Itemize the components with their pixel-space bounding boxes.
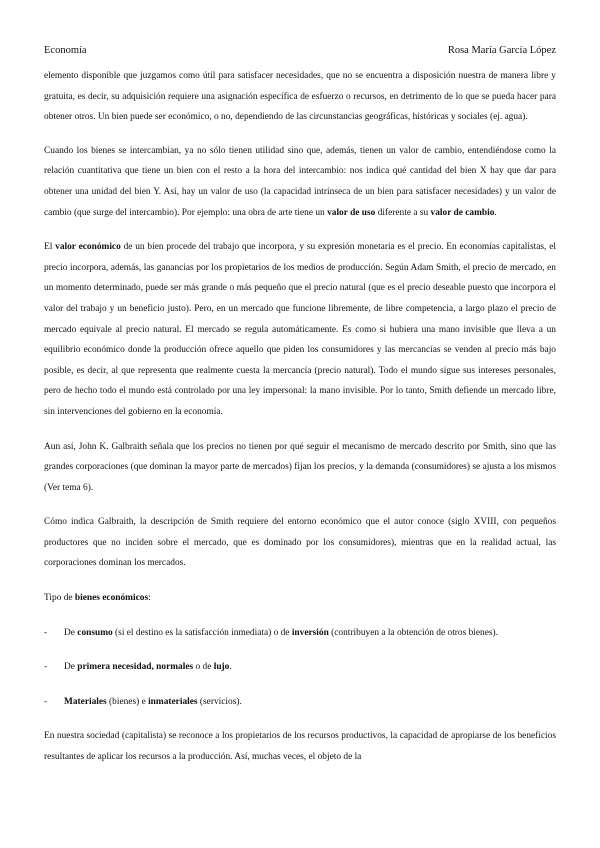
- page-content: [44, 66, 556, 782]
- text-run: Tipo de: [44, 593, 75, 604]
- paragraph-sociedad-capitalista: En nuestra sociedad (capitalista) se reconoce a los propietarios de los recursos productivos, la capacidad de apropiarse de los beneficios resultantes de aplicar los recursos a la producción. Así, muchas veces, el objeto de la: [44, 731, 556, 763]
- list-dash: -: [44, 696, 48, 707]
- bold-term-valor-de-uso: valor de uso: [327, 207, 376, 218]
- text-run: (servicios).: [197, 696, 242, 707]
- text-run: diferente a su: [375, 207, 431, 218]
- bold-term: lujo: [213, 662, 230, 673]
- bold-term: Materiales: [64, 696, 107, 707]
- paragraph-tipo-bienes: [44, 588, 556, 609]
- bold-term: primera necesidad, normales: [77, 662, 194, 673]
- list-dash: -: [44, 662, 48, 673]
- text-run: de un bien procede del trabajo que incorpora, y su expresión monetaria es el precio. En economías capitalistas, el precio incorpora, además, las ganancias por los propietarios de los medios de producción. Según Adam Smith, el precio de mercado, en un momento determinado, puede ser más grande o más pequeño que el precio natural (que es el precio deseable puesto que incorpora el valor del trabajo y un beneficio justo). Pero, en un mercado que funcione libremente, de libre competencia, a largo plazo el precio de mercado equivale al precio natural. El mercado se regula automáticamente. Es como si hubiera una mano invisible que lleva a un equilibrio económico donde la producción ofrece aquello que piden los consumidores y las mercancías se venden al precio más bajo posible, es decir, al que representa que realmente cuesta la mercancía (precio natural). Todo el mundo sigue sus intereses personales, pero de hecho todo el mundo está controlado por una ley impersonal: la mano invisible. Por lo tanto, Smith defiende un mercado libre, sin intervenciones del gobierno en la economía.: [44, 242, 556, 417]
- header-author: Rosa María García López: [447, 45, 556, 56]
- list-dash: -: [44, 627, 48, 638]
- text-run: (bienes) e: [106, 696, 149, 707]
- text-run: (contribuyen a la obtención de otros bienes).: [328, 627, 499, 638]
- bienes-types-list: [44, 623, 556, 713]
- bold-term: inmateriales: [148, 696, 198, 707]
- paragraph-galbraith-smith: Cómo indica Galbraith, la descripción de Smith requiere del entorno económico que el autor conoce (siglo XVIII, con pequeños productores que no inciden sobre el mercado, que es dominado por los consumidores), mientras que en la realidad actual, las corporaciones dominan los mercados.: [44, 517, 556, 569]
- list-item: [44, 657, 556, 678]
- list-item: [44, 623, 556, 644]
- text-run: :: [148, 593, 151, 604]
- text-run: o de: [193, 662, 214, 673]
- bold-term-valor-economico: valor económico: [55, 242, 121, 253]
- text-run: Cuando los bienes se intercambian, ya no sólo tienen utilidad sino que, además, tienen un valor de cambio, entendiéndose como la relación cuantitativa que tiene un bien con el resto a la hora del intercambio: nos indica qué cantidad del bien X hay que dar para obtener una unidad del bien Y. Así, hay un valor de uso (la capacidad intrínseca de un bien para satisfacer necesidades) y un valor de cambio (que surge del intercambio). Por ejemplo: una obra de arte tiene un: [44, 145, 556, 218]
- list-item: [44, 692, 556, 713]
- bold-term-valor-de-cambio: valor de cambio: [430, 207, 495, 218]
- bold-term-bienes-economicos: bienes económicos: [74, 593, 149, 604]
- paragraph-valor-economico: [44, 237, 556, 422]
- text-run: .: [494, 207, 497, 218]
- page-header: [44, 44, 556, 58]
- text-run: De: [64, 627, 78, 638]
- text-run: (si el destino es la satisfacción inmediata) o de: [112, 627, 292, 638]
- header-subject: Economía: [44, 45, 87, 56]
- text-run: El: [44, 242, 56, 253]
- text-run: .: [229, 662, 232, 673]
- paragraph-galbraith: Aun así, John K. Galbraith señala que los precios no tienen por qué seguir el mecanismo de mercado descrito por Smith, sino que las grandes corporaciones (que dominan la mayor parte de mercados) fijan los precios, y la demanda (consumidores) se ajusta a los mismos (Ver tema 6).: [44, 441, 556, 493]
- text-run: De: [64, 662, 78, 673]
- paragraph-bien-economico: elemento disponible que juzgamos como útil para satisfacer necesidades, que no se encuentra a disposición nuestra de manera libre y gratuita, es decir, su adquisición requiere una asignación específica de esfuerzo o recursos, en detrimento de lo que se pueda hacer para obtener otros. Un bien puede ser económico, o no, dependiendo de las circunstancias geográficas, históricas y sociales (ej. agua).: [44, 71, 556, 123]
- bold-term: consumo: [77, 627, 113, 638]
- bold-term: inversión: [291, 627, 329, 638]
- paragraph-valor-de-cambio: [44, 141, 556, 223]
